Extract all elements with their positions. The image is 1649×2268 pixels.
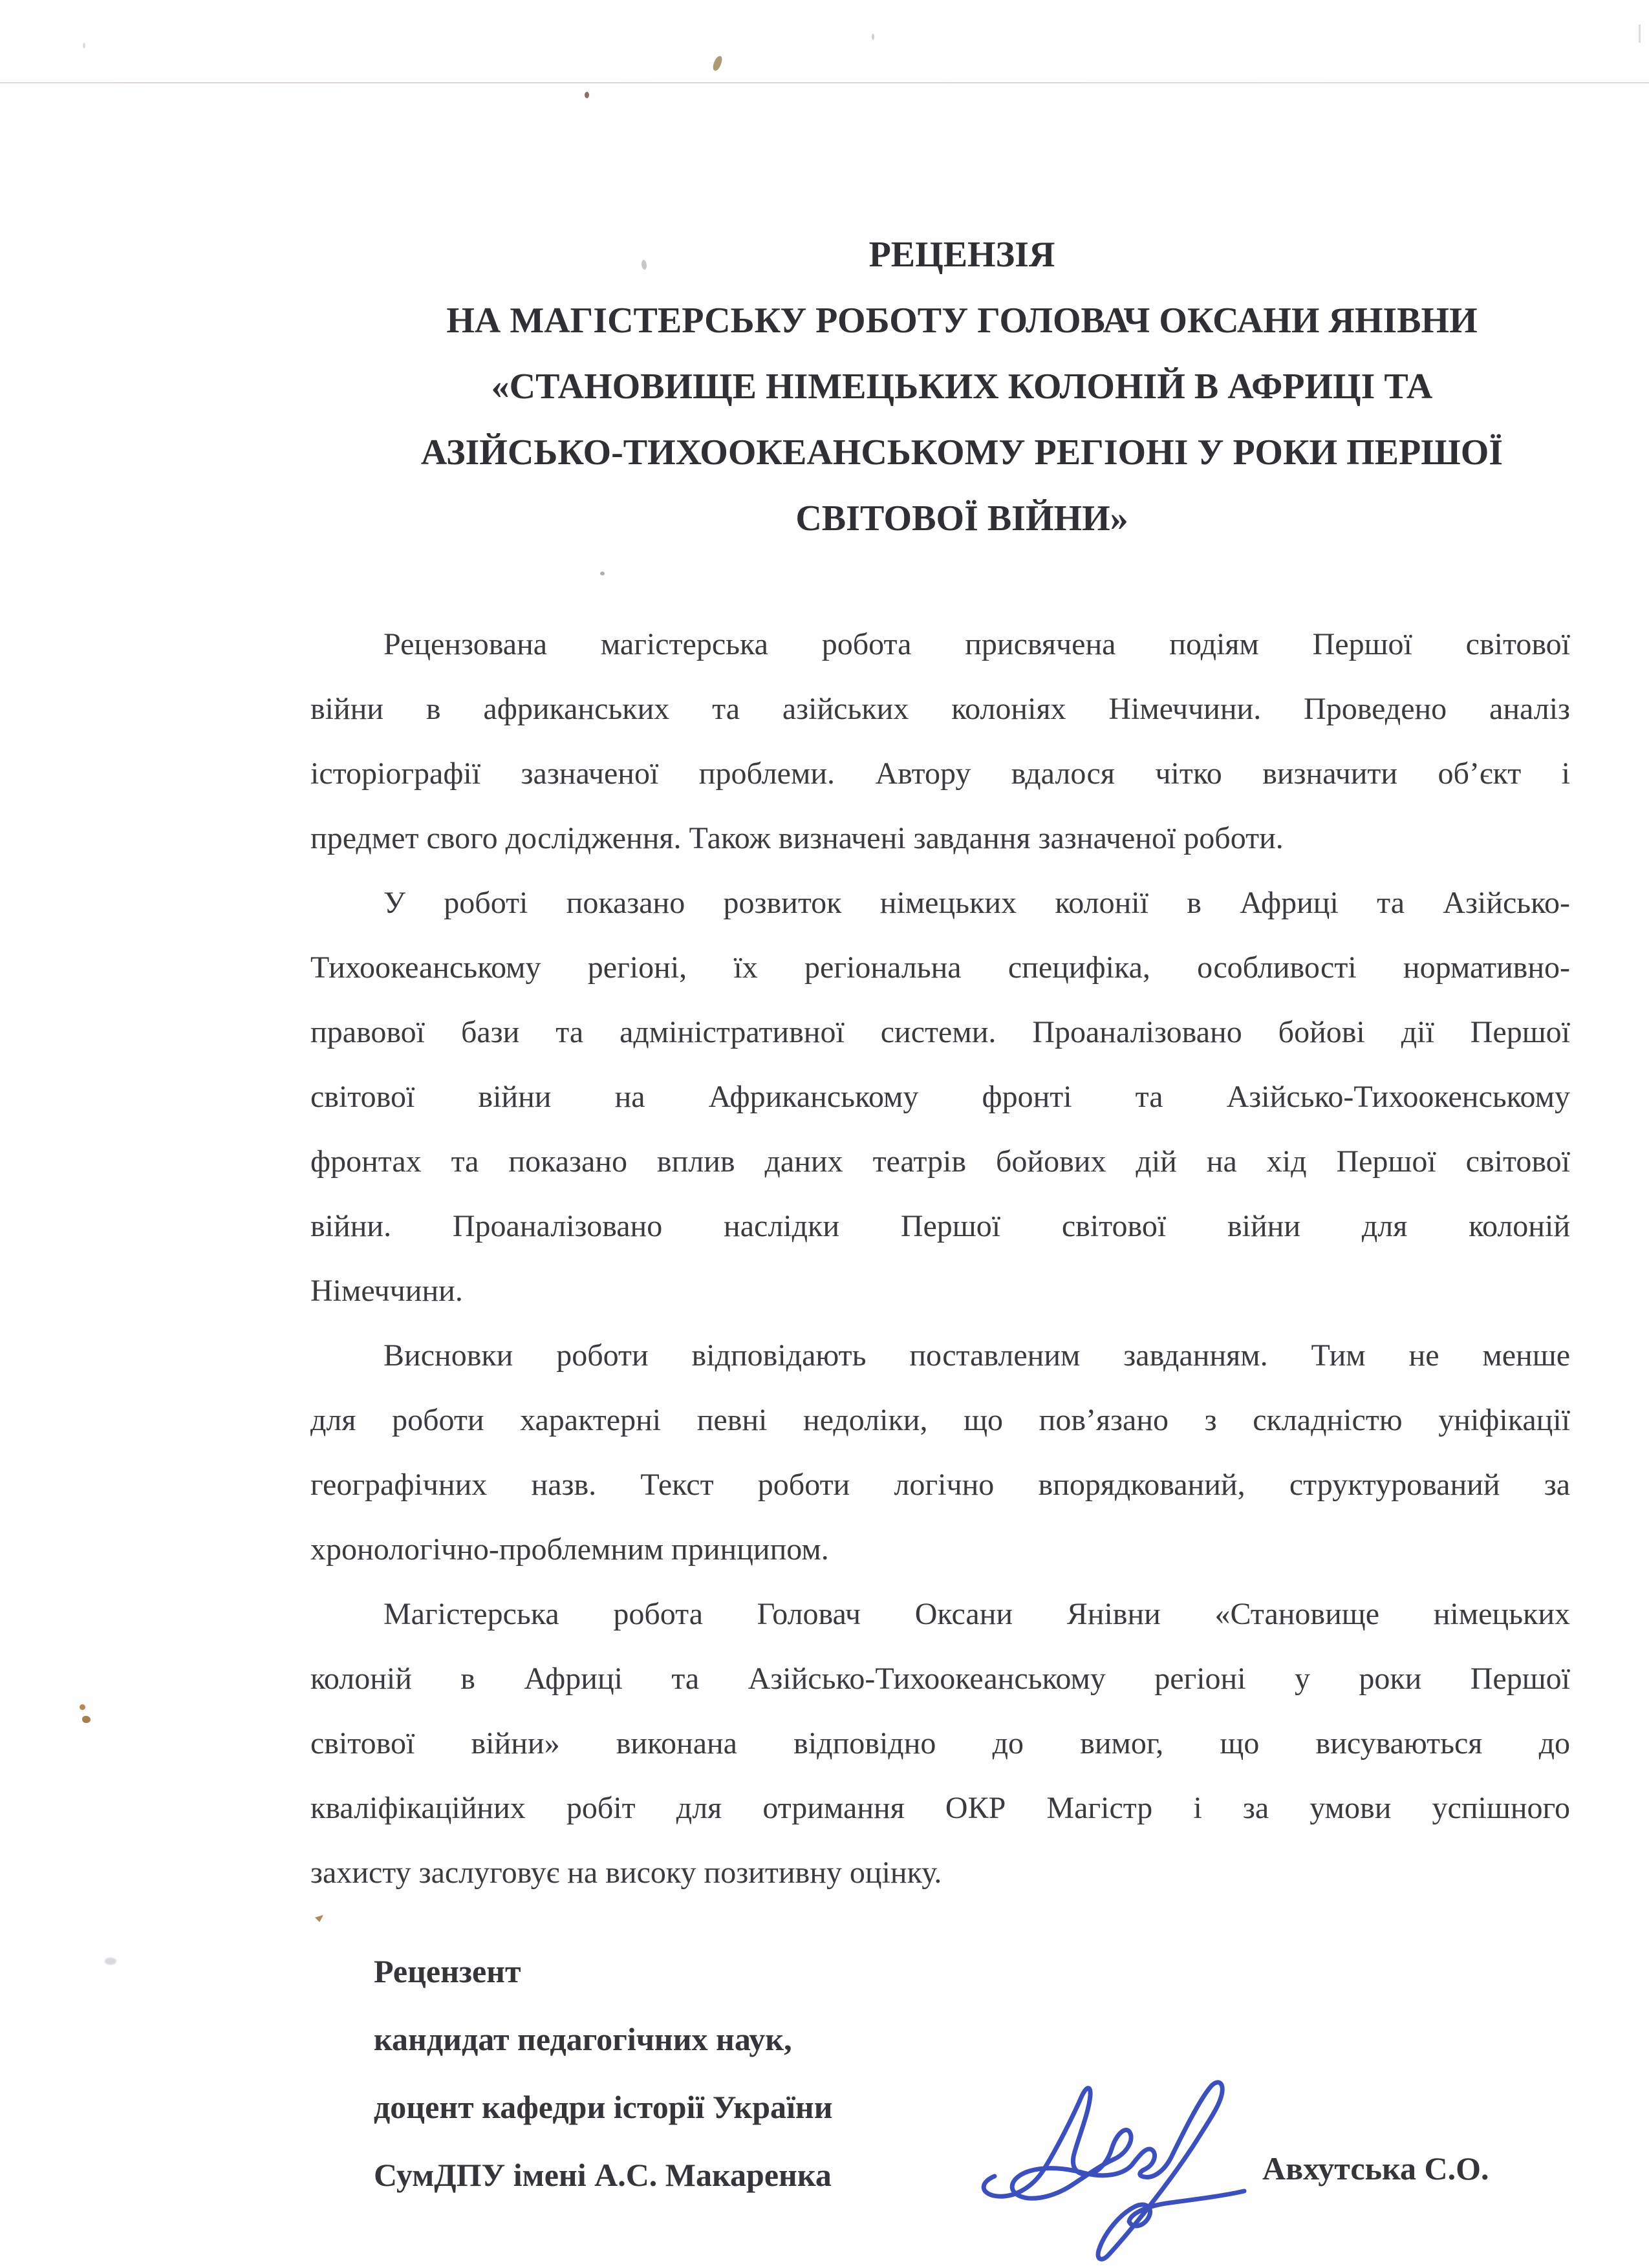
signature-role-line: СумДПУ імені А.С. Макаренка [374,2157,832,2193]
scan-artifact-speck [315,1915,323,1922]
scan-artifact-speck [80,1704,85,1710]
body-line: історіографії зазначеної проблеми. Автору вдалося чітко визначити об’єкт і [310,756,1570,791]
scan-artifact-speck [83,43,85,48]
body-line: війни в африканських та азійських колоніях Німеччини. Проведено аналіз [310,692,1570,726]
body-line: кваліфікаційних робіт для отримання ОКР Магістр і за умови успішного [310,1791,1570,1825]
document-body [310,612,1570,1905]
body-line: захисту заслуговує на високу позитивну оцінку. [310,1856,942,1890]
scan-artifact-smudge [105,1958,116,1965]
scan-artifact-speck [1639,25,1641,43]
signature-role-line: доцент кафедри історії України [374,2089,833,2125]
body-line: предмет свого дослідження. Також визначені завдання зазначеної роботи. [310,821,1284,855]
body-line: Висновки роботи відповідають поставленим завданням. Тим не менше [383,1338,1570,1373]
title-line: «СТАНОВИЩЕ НІМЕЦЬКИХ КОЛОНІЙ В АФРИЦІ ТА [491,367,1433,407]
body-line: колоній в Африці та Азійсько-Тихоокеанському регіоні у роки Першої [310,1662,1570,1696]
paragraph-2 [310,871,1570,1323]
body-line: Магістерська робота Головач Оксани Янівни «Становище німецьких [383,1597,1570,1631]
body-line: світової війни» виконана відповідно до вимог, що висуваються до [310,1726,1570,1760]
scan-artifact-speck [712,55,724,72]
body-line: світової війни на Африканському фронті та Азійсько-Тихоокенському [310,1080,1570,1114]
signature-stroke [984,2082,1244,2259]
scan-artifact-speck [82,1716,91,1723]
title-line: СВІТОВОЇ ВІЙНИ» [795,498,1128,539]
body-line: У роботі показано розвиток німецьких колонії в Африці та Азійсько- [383,886,1570,920]
paragraph-1 [310,612,1570,871]
handwritten-signature [970,2048,1255,2267]
title-line: НА МАГІСТЕРСЬКУ РОБОТУ ГОЛОВАЧ ОКСАНИ ЯНІВНИ [446,301,1478,341]
body-line: Тихоокеанському регіоні, їх регіональна специфіка, особливості нормативно- [310,950,1570,985]
document-title [310,222,1568,551]
scan-artifact-line [0,82,1649,83]
signer-name: Авхутська С.О. [1262,2150,1489,2187]
paragraph-3 [310,1323,1570,1582]
paragraph-4 [310,1582,1570,1905]
title-line: РЕЦЕНЗІЯ [868,235,1055,275]
body-line: фронтах та показано вплив даних театрів бойових дій на хід Першої світової [310,1144,1570,1179]
body-line: географічних назв. Текст роботи логічно впорядкований, структурований за [310,1468,1570,1502]
body-line: хронологічно-проблемним принципом. [310,1532,829,1567]
scan-artifact-speck [600,572,605,575]
scan-artifact-speck [872,34,874,40]
signature-role-line: Рецензент [374,1953,521,1989]
body-line: правової бази та адміністративної системи. Проаналізовано бойові дії Першої [310,1015,1570,1049]
signature-role-line: кандидат педагогічних наук, [374,2021,792,2057]
title-line: АЗІЙСЬКО-ТИХООКЕАНСЬКОМУ РЕГІОНІ У РОКИ ПЕРШОЇ [420,433,1503,473]
scan-artifact-speck [585,92,589,98]
body-line: для роботи характерні певні недоліки, що пов’язано з складністю уніфікації [310,1403,1570,1437]
body-line: Рецензована магістерська робота присвячена подіям Першої світової [383,627,1570,661]
body-line: Німеччини. [310,1274,463,1308]
body-line: війни. Проаналізовано наслідки Першої світової війни для колоній [310,1209,1570,1243]
